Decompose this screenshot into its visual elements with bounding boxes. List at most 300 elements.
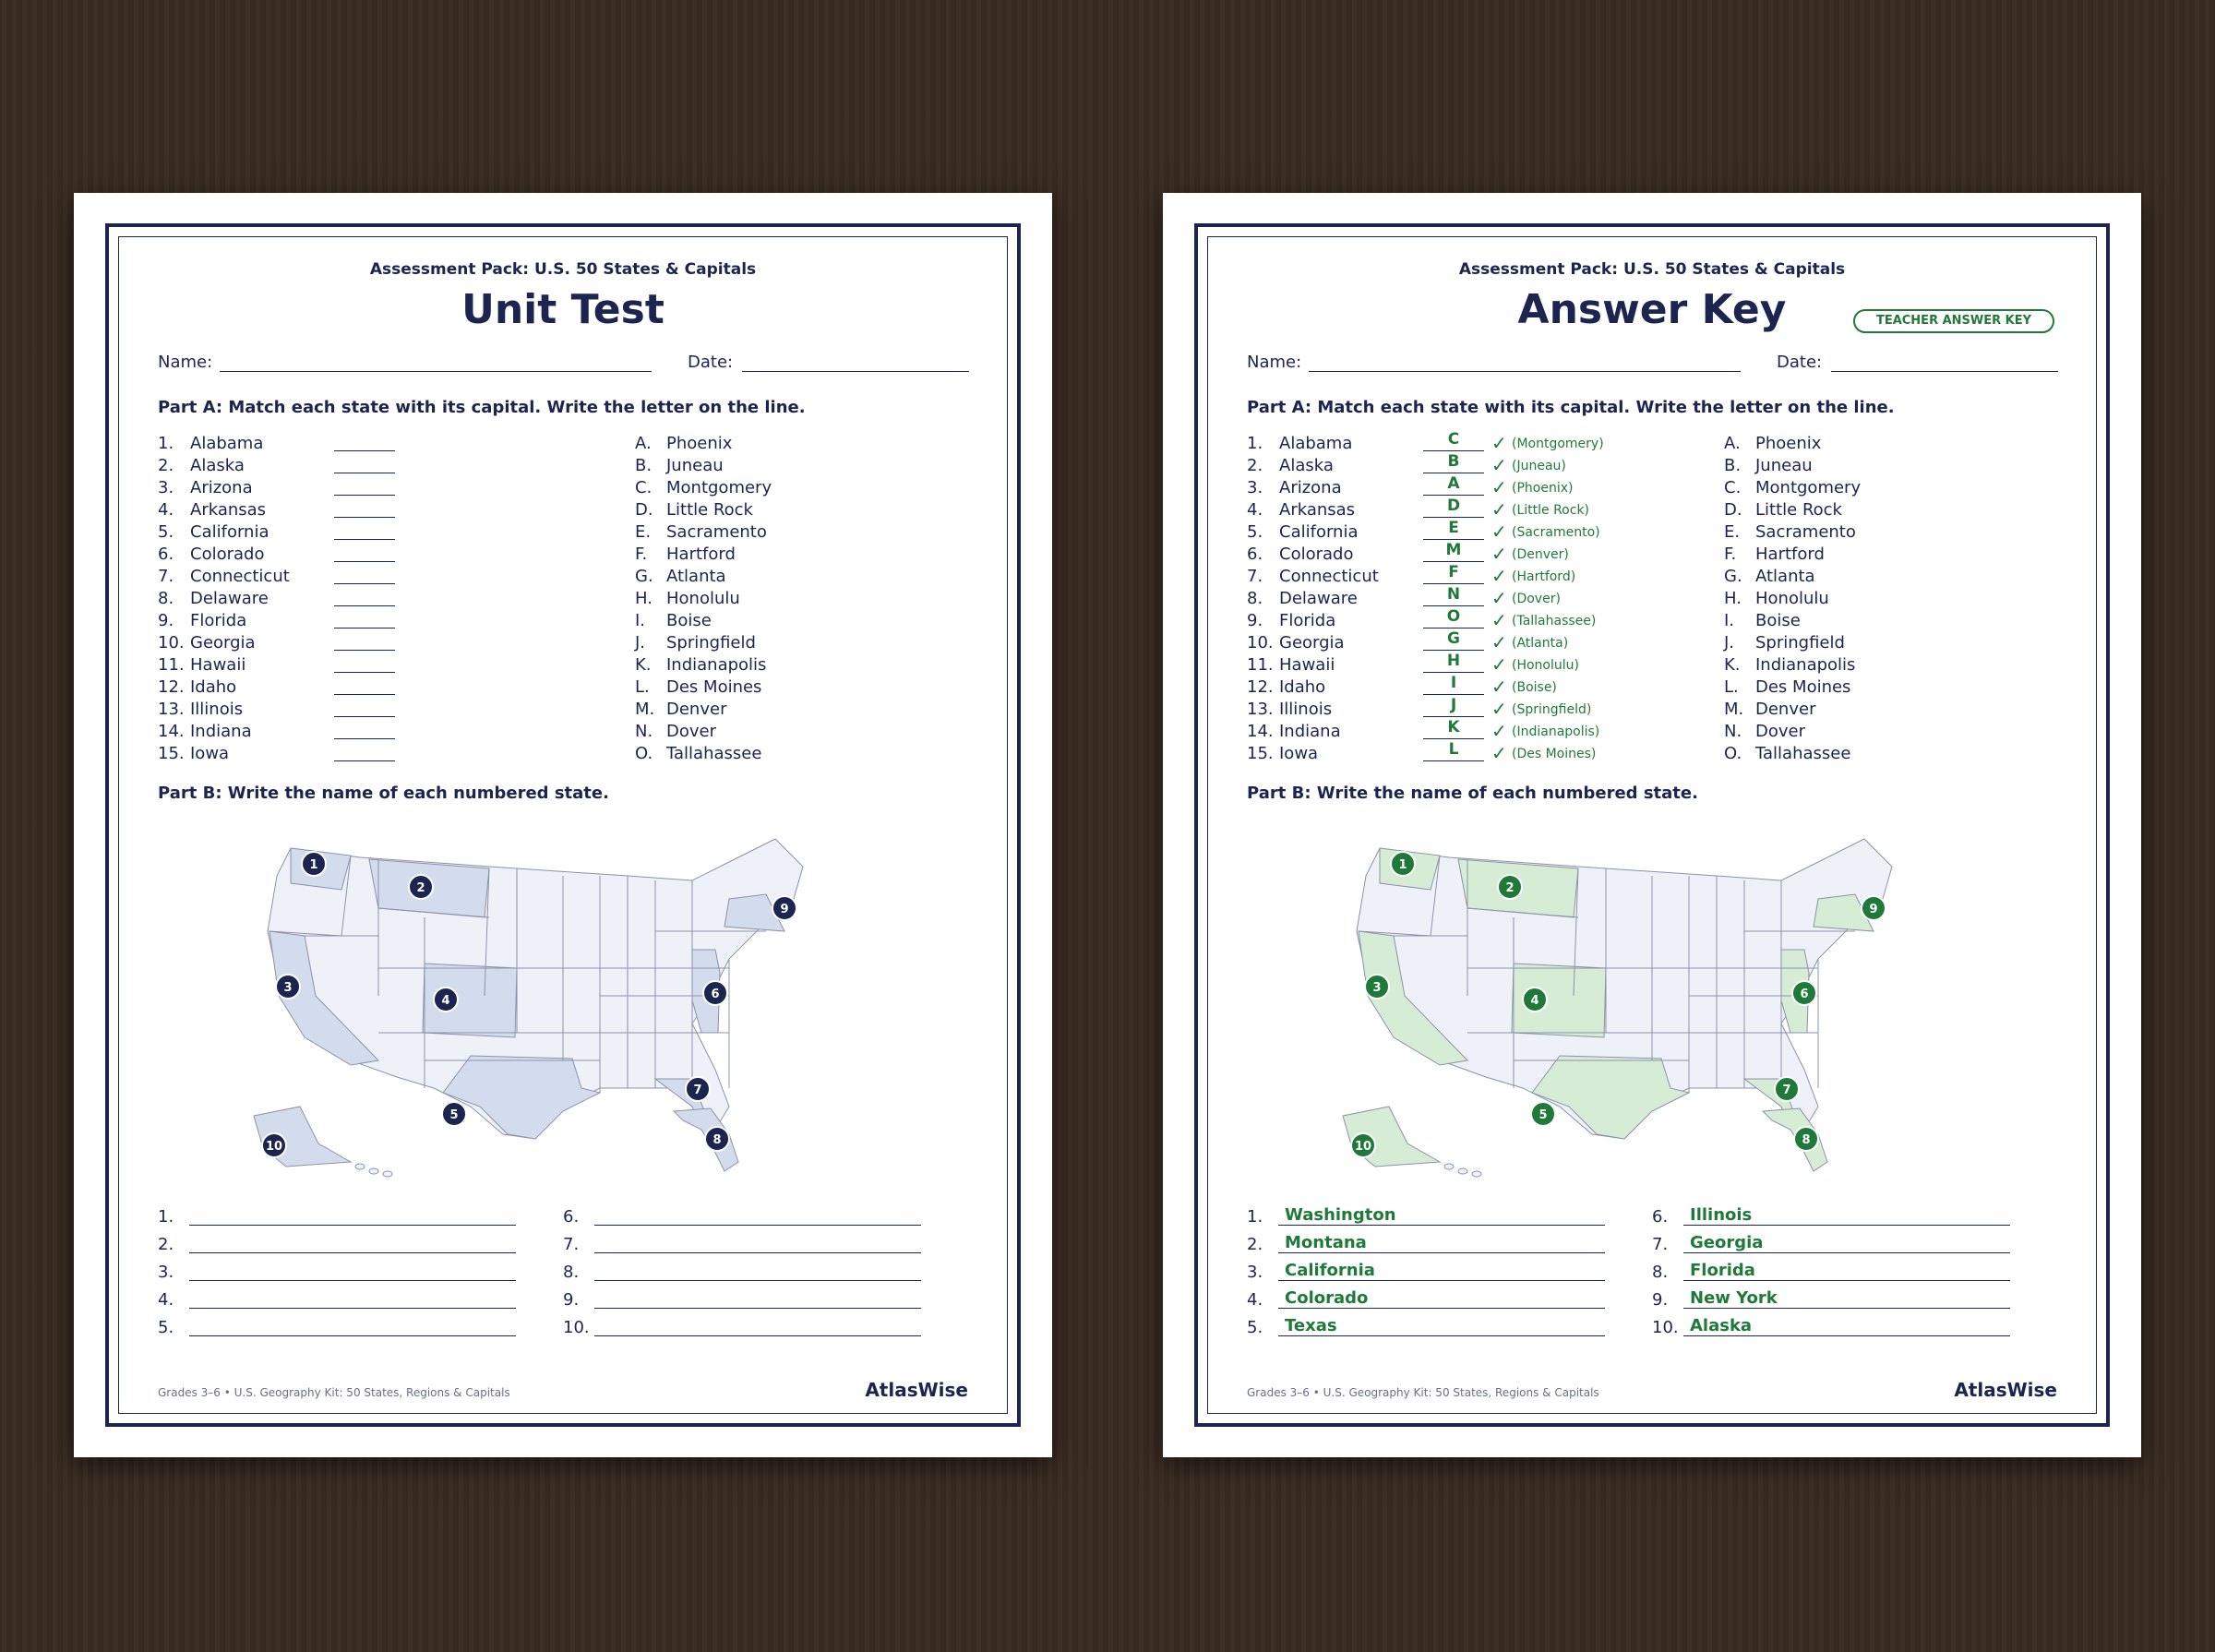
matching-row [1163, 629, 2086, 655]
capital-name: Boise [1755, 611, 1801, 630]
state-answer: New York [1690, 1288, 1778, 1308]
answer-blank[interactable] [334, 650, 395, 651]
state-name: Georgia [190, 633, 256, 652]
capital-letter: I. [635, 611, 646, 630]
map-marker-10 [1351, 1133, 1375, 1157]
item-number: 2. [1247, 456, 1263, 475]
item-number: 3. [1247, 1263, 1263, 1282]
answer-letter: M [1445, 541, 1462, 559]
date-label: Date: [688, 353, 734, 372]
matching-row [74, 700, 997, 722]
capital-name: Phoenix [1755, 434, 1822, 453]
answer-line[interactable] [189, 1252, 516, 1253]
capital-name: Springfield [1755, 633, 1845, 652]
capital-letter: H. [1724, 589, 1742, 608]
item-number: 6. [1652, 1207, 1669, 1227]
answer-blank[interactable] [334, 605, 395, 606]
state-name: Hawaii [190, 655, 246, 675]
answer-blank[interactable] [334, 716, 395, 717]
answer-line[interactable] [594, 1280, 921, 1281]
name-label: Name: [158, 353, 213, 372]
capital-letter: O. [1724, 744, 1742, 763]
capital-name: Des Moines [1755, 677, 1851, 697]
matching-row [74, 478, 997, 500]
us-map-svg [1301, 811, 1947, 1180]
capital-letter: N. [635, 722, 653, 741]
item-number: 5. [1247, 1318, 1263, 1337]
map-marker-7 [686, 1077, 710, 1101]
capital-name: Indianapolis [1755, 655, 1856, 675]
check-icon: ✓ [1491, 432, 1507, 454]
item-number: 3. [158, 478, 174, 497]
map-marker-9 [772, 896, 796, 920]
capital-name: Juneau [666, 456, 724, 475]
answer-line[interactable] [1683, 1308, 2010, 1309]
answer-blank[interactable] [1423, 450, 1484, 451]
item-number: 7. [158, 567, 174, 586]
matching-row [74, 744, 997, 766]
map-marker-1 [1391, 852, 1415, 876]
map-marker-label: 7 [1782, 1083, 1791, 1097]
matching-row [74, 722, 997, 744]
answer-line[interactable] [1683, 1225, 2010, 1226]
answer-line[interactable] [1278, 1335, 1605, 1336]
capital-name: Hartford [1755, 545, 1825, 564]
answer-blank[interactable] [1423, 583, 1484, 584]
matching-row [1163, 740, 2086, 766]
answer-capital-hint: (Tallahassee) [1512, 614, 1597, 628]
item-number: 1. [158, 1207, 174, 1227]
capital-name: Atlanta [666, 567, 726, 586]
capital-name: Atlanta [1755, 567, 1815, 586]
matching-row [74, 611, 997, 633]
matching-row [74, 677, 997, 700]
capital-letter: N. [1724, 722, 1742, 741]
state-name: Illinois [190, 700, 244, 719]
answer-blank[interactable] [334, 583, 395, 584]
answer-blank[interactable] [1423, 672, 1484, 673]
part-b-row [158, 1318, 545, 1340]
part-a-heading: Part A: Match each state with its capital. Write the letter on the line. [1247, 398, 1895, 417]
part-b-row [1652, 1207, 2040, 1229]
map-marker-label: 10 [1354, 1140, 1372, 1154]
matching-row [1163, 718, 2086, 744]
matching-row [1163, 452, 2086, 478]
answer-blank[interactable] [1423, 650, 1484, 651]
matching-row [1163, 696, 2086, 722]
item-number: 8. [158, 589, 174, 608]
item-number: 14. [158, 722, 185, 741]
state-answer: Colorado [1285, 1288, 1369, 1308]
answer-capital-hint: (Montgomery) [1512, 437, 1604, 451]
part-b-heading: Part B: Write the name of each numbered state. [158, 784, 609, 803]
us-map-svg [212, 811, 858, 1180]
matching-row [74, 500, 997, 522]
state-hawaii [369, 1168, 378, 1174]
answer-blank[interactable] [1423, 561, 1484, 562]
page-title: Answer Key [1517, 286, 1787, 333]
item-number: 1. [158, 434, 174, 453]
answer-capital-hint: (Dover) [1512, 592, 1561, 606]
part-b-row [563, 1235, 951, 1257]
capital-letter: J. [635, 633, 646, 652]
answer-blank[interactable] [1423, 716, 1484, 717]
item-number: 5. [158, 522, 174, 542]
capital-name: Dover [666, 722, 716, 741]
answer-blank[interactable] [334, 539, 395, 540]
answer-capital-hint: (Hartford) [1512, 569, 1576, 584]
capital-letter: F. [1724, 545, 1737, 564]
state-name: Colorado [1279, 545, 1354, 564]
check-icon: ✓ [1491, 676, 1507, 698]
answer-letter: L [1448, 740, 1459, 759]
capital-name: Springfield [666, 633, 756, 652]
answer-letter: O [1446, 607, 1461, 626]
state-name: Georgia [1279, 633, 1345, 652]
item-number: 4. [1247, 1290, 1263, 1310]
capital-name: Denver [1755, 700, 1816, 719]
map-marker-9 [1862, 896, 1886, 920]
answer-blank[interactable] [334, 495, 395, 496]
footer-text: Grades 3–6 • U.S. Geography Kit: 50 States, Regions & Capitals [158, 1386, 510, 1399]
answer-letter: B [1447, 452, 1460, 471]
matching-row [1163, 607, 2086, 633]
answer-blank[interactable] [1423, 517, 1484, 518]
item-number: 10. [158, 633, 185, 652]
answer-blank[interactable] [1423, 539, 1484, 540]
answer-blank[interactable] [1423, 760, 1484, 761]
matching-row [74, 522, 997, 545]
item-number: 13. [158, 700, 185, 719]
answer-letter: G [1447, 629, 1460, 648]
matching-row [74, 567, 997, 589]
matching-row [1163, 674, 2086, 700]
item-number: 15. [158, 744, 185, 763]
us-map [212, 811, 858, 1180]
state-name: Alabama [190, 434, 264, 453]
matching-row [74, 545, 997, 567]
capital-letter: E. [635, 522, 652, 542]
state-hawaii [355, 1164, 365, 1169]
answer-line[interactable] [1683, 1335, 2010, 1336]
capital-letter: I. [1724, 611, 1735, 630]
capital-letter: B. [1724, 456, 1742, 475]
subtitle: Assessment Pack: U.S. 50 States & Capitals [369, 260, 757, 279]
state-name: Arizona [1279, 478, 1342, 497]
part-b-row [1247, 1235, 1634, 1257]
map-marker-label: 5 [1539, 1108, 1548, 1122]
subtitle: Assessment Pack: U.S. 50 States & Capitals [1458, 260, 1846, 279]
item-number: 7. [563, 1235, 580, 1254]
matching-row [1163, 541, 2086, 567]
answer-key-sheet [1163, 193, 2141, 1457]
state-name: Iowa [1279, 744, 1319, 763]
part-b-row [563, 1263, 951, 1285]
answer-blank[interactable] [334, 517, 395, 518]
capital-name: Honolulu [1755, 589, 1829, 608]
state-name: Arkansas [1279, 500, 1356, 520]
map-marker-label: 4 [441, 994, 450, 1008]
answer-capital-hint: (Juneau) [1512, 459, 1566, 473]
answer-capital-hint: (Little Rock) [1512, 503, 1590, 518]
answer-line[interactable] [1278, 1225, 1605, 1226]
map-marker-label: 4 [1530, 994, 1539, 1008]
answer-blank[interactable] [1423, 605, 1484, 606]
us-map [1301, 811, 1947, 1180]
state-name: Iowa [190, 744, 230, 763]
map-marker-8 [705, 1127, 729, 1151]
matching-row [1163, 497, 2086, 522]
capital-name: Hartford [666, 545, 736, 564]
capital-name: Juneau [1755, 456, 1813, 475]
map-marker-4 [434, 988, 458, 1012]
part-a-heading: Part A: Match each state with its capital. Write the letter on the line. [158, 398, 806, 417]
answer-capital-hint: (Denver) [1512, 547, 1569, 562]
matching-row [1163, 652, 2086, 677]
capital-name: Montgomery [1755, 478, 1862, 497]
part-b-row [1247, 1318, 1634, 1340]
answer-letter: K [1447, 718, 1460, 736]
item-number: 11. [158, 655, 185, 675]
capital-name: Indianapolis [666, 655, 767, 675]
name-label: Name: [1247, 353, 1302, 372]
map-marker-5 [1531, 1102, 1555, 1126]
item-number: 3. [1247, 478, 1263, 497]
answer-line[interactable] [1278, 1252, 1605, 1253]
map-marker-4 [1523, 988, 1547, 1012]
capital-name: Little Rock [1755, 500, 1842, 520]
part-b-row [158, 1235, 545, 1257]
capital-letter: A. [635, 434, 652, 453]
capital-letter: G. [635, 567, 653, 586]
unit-test-sheet [74, 193, 1052, 1457]
capital-letter: B. [635, 456, 653, 475]
state-name: Florida [1279, 611, 1336, 630]
answer-line[interactable] [594, 1225, 921, 1226]
teacher-answer-key-badge: TEACHER ANSWER KEY [1853, 309, 2054, 333]
capital-letter: C. [1724, 478, 1742, 497]
matching-row [1163, 430, 2086, 456]
item-number: 2. [158, 1235, 174, 1254]
answer-line[interactable] [189, 1308, 516, 1309]
check-icon: ✓ [1491, 521, 1507, 543]
item-number: 8. [563, 1263, 580, 1282]
answer-letter: J [1450, 696, 1457, 714]
brand-logo: AtlasWise [865, 1379, 968, 1401]
answer-blank[interactable] [1423, 738, 1484, 739]
item-number: 4. [1247, 500, 1263, 520]
item-number: 6. [563, 1207, 580, 1227]
check-icon: ✓ [1491, 698, 1507, 720]
answer-letter: C [1447, 430, 1460, 449]
answer-blank[interactable] [334, 694, 395, 695]
answer-line[interactable] [189, 1335, 516, 1336]
check-icon: ✓ [1491, 587, 1507, 609]
capital-name: Des Moines [666, 677, 762, 697]
map-marker-label: 1 [1398, 858, 1407, 872]
item-number: 4. [158, 1290, 174, 1310]
state-hawaii [1458, 1168, 1467, 1174]
capital-letter: K. [1724, 655, 1741, 675]
footer-text: Grades 3–6 • U.S. Geography Kit: 50 States, Regions & Capitals [1247, 1386, 1599, 1399]
answer-blank[interactable] [334, 672, 395, 673]
state-name: Alaska [190, 456, 245, 475]
capital-name: Denver [666, 700, 727, 719]
item-number: 15. [1247, 744, 1274, 763]
answer-line[interactable] [1683, 1252, 2010, 1253]
item-number: 7. [1247, 567, 1263, 586]
check-icon: ✓ [1491, 653, 1507, 676]
answer-letter: H [1446, 652, 1461, 670]
state-name: Arizona [190, 478, 253, 497]
state-name: California [1279, 522, 1359, 542]
capital-name: Montgomery [666, 478, 772, 497]
part-b-row [158, 1290, 545, 1312]
item-number: 9. [1652, 1290, 1669, 1310]
item-number: 12. [158, 677, 185, 697]
part-b-row [158, 1263, 545, 1285]
part-b-row [1652, 1290, 2040, 1312]
name-line [1309, 371, 1741, 372]
state-name: California [190, 522, 269, 542]
map-marker-3 [276, 975, 300, 999]
capital-letter: J. [1724, 633, 1735, 652]
answer-line[interactable] [594, 1252, 921, 1253]
capital-letter: M. [635, 700, 655, 719]
part-b-heading: Part B: Write the name of each numbered state. [1247, 784, 1698, 803]
item-number: 12. [1247, 677, 1274, 697]
answer-letter: I [1450, 674, 1457, 692]
matching-row [74, 633, 997, 655]
brand-logo: AtlasWise [1954, 1379, 2057, 1401]
state-name: Alaska [1279, 456, 1334, 475]
page-title: Unit Test [461, 286, 664, 333]
state-hawaii [1472, 1171, 1481, 1177]
answer-letter: N [1446, 585, 1461, 604]
map-marker-label: 10 [265, 1140, 283, 1154]
item-number: 6. [1247, 545, 1263, 564]
map-marker-label: 2 [416, 881, 425, 895]
capital-name: Sacramento [666, 522, 767, 542]
answer-capital-hint: (Sacramento) [1512, 525, 1600, 540]
capital-name: Honolulu [666, 589, 740, 608]
part-b-row [1652, 1263, 2040, 1285]
capital-letter: G. [1724, 567, 1742, 586]
state-name: Colorado [190, 545, 265, 564]
item-number: 10. [563, 1318, 590, 1337]
matching-row [74, 589, 997, 611]
map-marker-7 [1775, 1077, 1799, 1101]
item-number: 9. [158, 611, 174, 630]
item-number: 7. [1652, 1235, 1669, 1254]
matching-row [1163, 585, 2086, 611]
state-answer: Montana [1285, 1233, 1367, 1252]
check-icon: ✓ [1491, 631, 1507, 653]
answer-line[interactable] [1278, 1280, 1605, 1281]
check-icon: ✓ [1491, 498, 1507, 521]
check-icon: ✓ [1491, 609, 1507, 631]
matching-row [74, 434, 997, 456]
part-b-row [563, 1207, 951, 1229]
state-answer: California [1285, 1261, 1375, 1280]
state-name: Arkansas [190, 500, 267, 520]
item-number: 9. [1247, 611, 1263, 630]
map-marker-label: 8 [712, 1133, 722, 1147]
answer-line[interactable] [189, 1280, 516, 1281]
capital-letter: H. [635, 589, 653, 608]
answer-blank[interactable] [334, 561, 395, 562]
part-b-row [1652, 1235, 2040, 1257]
capital-name: Tallahassee [1755, 744, 1851, 763]
item-number: 3. [158, 1263, 174, 1282]
state-answer: Georgia [1690, 1233, 1764, 1252]
check-icon: ✓ [1491, 543, 1507, 565]
answer-line[interactable] [1683, 1280, 2010, 1281]
answer-blank[interactable] [334, 450, 395, 451]
item-number: 8. [1247, 589, 1263, 608]
answer-blank[interactable] [1423, 495, 1484, 496]
map-marker-label: 8 [1802, 1133, 1811, 1147]
state-name: Illinois [1279, 700, 1333, 719]
name-line [220, 371, 652, 372]
answer-line[interactable] [594, 1335, 921, 1336]
item-number: 5. [158, 1318, 174, 1337]
map-marker-label: 6 [1800, 988, 1809, 1001]
answer-blank[interactable] [1423, 694, 1484, 695]
matching-row [1163, 474, 2086, 500]
answer-line[interactable] [594, 1308, 921, 1309]
check-icon: ✓ [1491, 476, 1507, 498]
map-marker-6 [1792, 981, 1816, 1005]
map-marker-label: 1 [309, 858, 318, 872]
matching-row [1163, 519, 2086, 545]
answer-line[interactable] [1278, 1308, 1605, 1309]
capital-letter: M. [1724, 700, 1744, 719]
capital-letter: L. [635, 677, 650, 697]
state-name: Hawaii [1279, 655, 1335, 675]
answer-blank[interactable] [334, 760, 395, 761]
map-marker-2 [409, 875, 433, 899]
item-number: 2. [1247, 1235, 1263, 1254]
date-label: Date: [1777, 353, 1823, 372]
item-number: 5. [1247, 522, 1263, 542]
capital-letter: A. [1724, 434, 1741, 453]
answer-capital-hint: (Boise) [1512, 680, 1557, 695]
capital-letter: O. [635, 744, 653, 763]
item-number: 13. [1247, 700, 1274, 719]
item-number: 9. [563, 1290, 580, 1310]
state-name: Florida [190, 611, 247, 630]
answer-line[interactable] [189, 1225, 516, 1226]
part-b-row [563, 1290, 951, 1312]
check-icon: ✓ [1491, 454, 1507, 476]
capital-letter: E. [1724, 522, 1741, 542]
map-marker-label: 9 [780, 903, 789, 916]
item-number: 1. [1247, 1207, 1263, 1227]
check-icon: ✓ [1491, 565, 1507, 587]
capital-name: Dover [1755, 722, 1805, 741]
state-name: Connecticut [190, 567, 290, 586]
capital-name: Phoenix [666, 434, 733, 453]
answer-blank[interactable] [334, 738, 395, 739]
part-b-row [563, 1318, 951, 1340]
answer-letter: F [1448, 563, 1459, 581]
answer-capital-hint: (Honolulu) [1512, 658, 1579, 673]
answer-capital-hint: (Indianapolis) [1512, 724, 1600, 739]
map-marker-label: 3 [1372, 981, 1382, 995]
state-answer: Illinois [1690, 1205, 1753, 1225]
map-marker-2 [1498, 875, 1522, 899]
